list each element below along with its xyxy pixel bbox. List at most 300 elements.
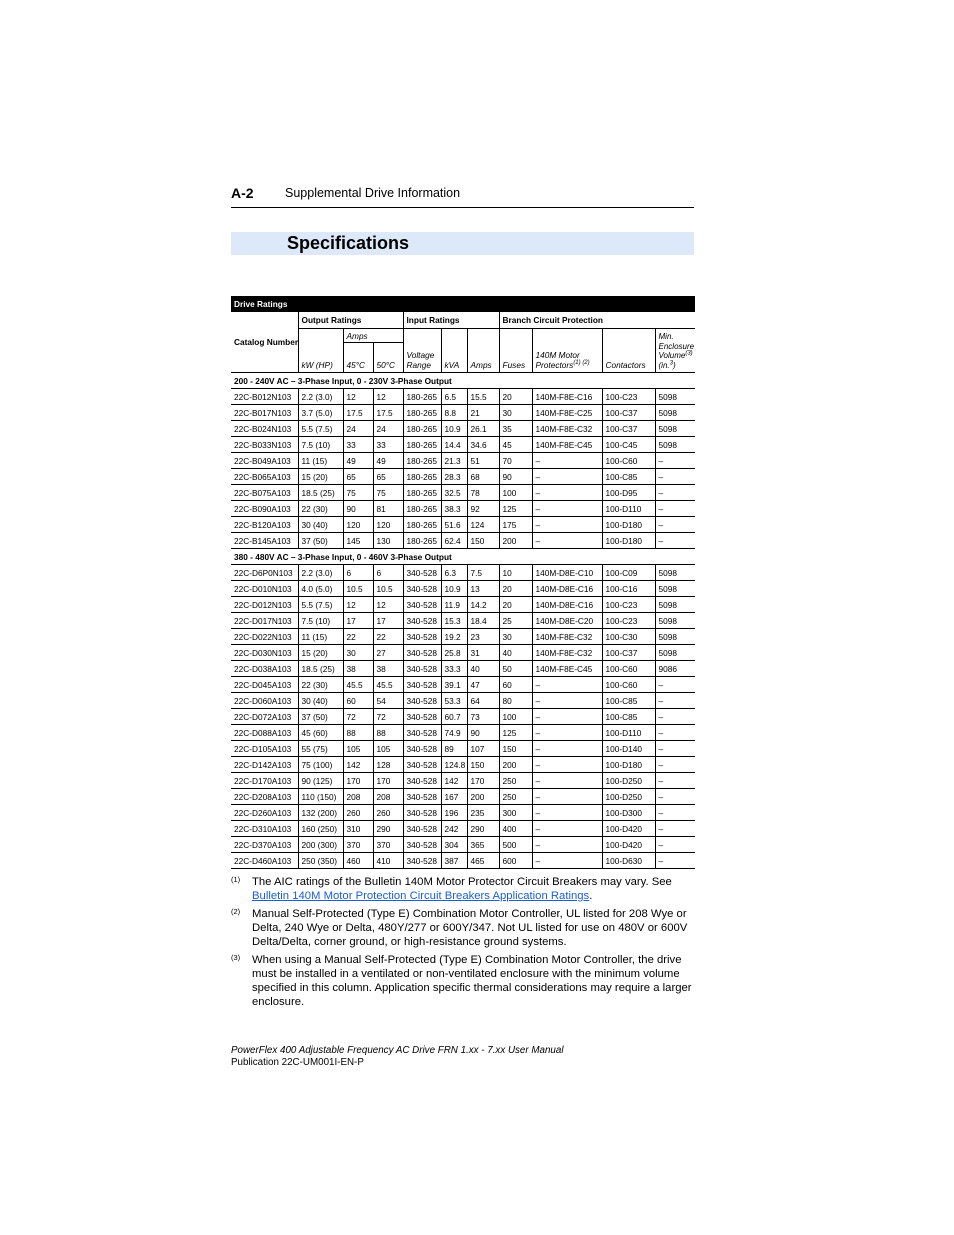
table-cell: 15 (20) bbox=[298, 469, 343, 485]
footer-publication: Publication 22C-UM001I-EN-P bbox=[231, 1057, 364, 1068]
table-row bbox=[231, 773, 695, 789]
table-cell: 140M-F8E-C25 bbox=[532, 405, 602, 421]
table-cell: – bbox=[655, 757, 695, 773]
table-cell: 64 bbox=[467, 693, 499, 709]
table-cell: 22C-B017N103 bbox=[231, 405, 298, 421]
table-cell: – bbox=[532, 789, 602, 805]
page-number: A-2 bbox=[231, 185, 254, 201]
table-cell: 17 bbox=[373, 613, 403, 629]
table-cell: – bbox=[655, 789, 695, 805]
table-cell: 100-C30 bbox=[602, 629, 655, 645]
table-cell: 167 bbox=[441, 789, 467, 805]
table-cell: 150 bbox=[467, 757, 499, 773]
table-cell: 92 bbox=[467, 501, 499, 517]
table-cell: 170 bbox=[467, 773, 499, 789]
table-cell: – bbox=[655, 677, 695, 693]
table-cell: – bbox=[655, 709, 695, 725]
table-cell: – bbox=[532, 533, 602, 549]
footnote-2 bbox=[231, 907, 696, 949]
table-cell: 38.3 bbox=[441, 501, 467, 517]
table-row bbox=[231, 437, 695, 453]
table-cell: 100-C60 bbox=[602, 677, 655, 693]
contactors-header: Contactors bbox=[602, 329, 655, 373]
table-cell: 90 bbox=[343, 501, 373, 517]
section-name: Supplemental Drive Information bbox=[285, 186, 461, 200]
table-cell: 2.2 (3.0) bbox=[298, 565, 343, 581]
table-row bbox=[231, 725, 695, 741]
table-cell: 120 bbox=[343, 517, 373, 533]
table-cell: 78 bbox=[467, 485, 499, 501]
table-cell: – bbox=[532, 725, 602, 741]
table-cell: 17.5 bbox=[343, 405, 373, 421]
table-row bbox=[231, 741, 695, 757]
footnote-mark: (2) bbox=[231, 907, 241, 916]
table-cell: 45.5 bbox=[373, 677, 403, 693]
table-cell: 33.3 bbox=[441, 661, 467, 677]
footnote-mark: (3) bbox=[231, 953, 241, 962]
table-cell: 13 bbox=[467, 581, 499, 597]
table-cell: 340-528 bbox=[403, 741, 441, 757]
table-cell: 19.2 bbox=[441, 629, 467, 645]
table-cell: 45 (60) bbox=[298, 725, 343, 741]
footnote-3 bbox=[231, 953, 696, 1009]
table-cell: 30 (40) bbox=[298, 693, 343, 709]
table-cell: 140M-F8E-C16 bbox=[532, 389, 602, 405]
table-cell: 140M-F8E-C32 bbox=[532, 421, 602, 437]
table-cell: 68 bbox=[467, 469, 499, 485]
table-row bbox=[231, 485, 695, 501]
page-title: Specifications bbox=[287, 233, 410, 253]
table-cell: 100-C85 bbox=[602, 469, 655, 485]
table-cell: 180-265 bbox=[403, 421, 441, 437]
table-cell: 250 bbox=[499, 789, 532, 805]
table-cell: 8.8 bbox=[441, 405, 467, 421]
table-cell: 260 bbox=[373, 805, 403, 821]
table-cell: 35 bbox=[499, 421, 532, 437]
table-cell: 15.5 bbox=[467, 389, 499, 405]
table-cell: 81 bbox=[373, 501, 403, 517]
title-band bbox=[231, 232, 694, 255]
table-cell: 20 bbox=[499, 581, 532, 597]
table-cell: 34.6 bbox=[467, 437, 499, 453]
table-cell: 340-528 bbox=[403, 645, 441, 661]
table-cell: – bbox=[655, 837, 695, 853]
temp-50c-header: 50°C bbox=[373, 343, 403, 373]
table-cell: 340-528 bbox=[403, 789, 441, 805]
table-cell: – bbox=[532, 805, 602, 821]
table-cell: 4.0 (5.0) bbox=[298, 581, 343, 597]
section-title: 380 - 480V AC – 3-Phase Input, 0 - 460V 3-Phase Output bbox=[231, 549, 695, 565]
table-cell: 100-D140 bbox=[602, 741, 655, 757]
table-cell: 26.1 bbox=[467, 421, 499, 437]
table-cell: 37 (50) bbox=[298, 709, 343, 725]
output-ratings-header: Output Ratings bbox=[298, 312, 403, 329]
table-cell: 74.9 bbox=[441, 725, 467, 741]
table-cell: 180-265 bbox=[403, 389, 441, 405]
table-cell: 11 (15) bbox=[298, 629, 343, 645]
input-ratings-header: Input Ratings bbox=[403, 312, 499, 329]
table-cell: 65 bbox=[373, 469, 403, 485]
table-cell: 18.5 (25) bbox=[298, 485, 343, 501]
fuses-header: Fuses bbox=[499, 329, 532, 373]
footer-manual-title: PowerFlex 400 Adjustable Frequency AC Drive FRN 1.xx - 7.xx User Manual bbox=[231, 1045, 564, 1056]
table-cell: 22C-B120A103 bbox=[231, 517, 298, 533]
table-cell: 180-265 bbox=[403, 501, 441, 517]
table-cell: 100-D420 bbox=[602, 837, 655, 853]
table-cell: 75 (100) bbox=[298, 757, 343, 773]
table-cell: 180-265 bbox=[403, 453, 441, 469]
table-cell: 5098 bbox=[655, 645, 695, 661]
table-cell: 10.9 bbox=[441, 421, 467, 437]
footnote-text-end: . bbox=[589, 890, 593, 902]
table-cell: 6.3 bbox=[441, 565, 467, 581]
table-cell: 5098 bbox=[655, 613, 695, 629]
table-row bbox=[231, 597, 695, 613]
table-cell: – bbox=[655, 725, 695, 741]
table-row bbox=[231, 533, 695, 549]
table-cell: – bbox=[655, 741, 695, 757]
table-cell: 128 bbox=[373, 757, 403, 773]
table-cell: 105 bbox=[373, 741, 403, 757]
table-cell: 100-D110 bbox=[602, 725, 655, 741]
table-cell: 51.6 bbox=[441, 517, 467, 533]
table-cell: 14.4 bbox=[441, 437, 467, 453]
table-cell: 21.3 bbox=[441, 453, 467, 469]
table-cell: 22C-D460A103 bbox=[231, 853, 298, 869]
table-row bbox=[231, 821, 695, 837]
table-cell: 130 bbox=[373, 533, 403, 549]
table-cell: 88 bbox=[343, 725, 373, 741]
table-cell: 22C-D310A103 bbox=[231, 821, 298, 837]
drive-ratings-table bbox=[231, 296, 695, 869]
motor-protectors-header: 140M Motor Protectors$^{(1) (2)}$ bbox=[532, 329, 602, 373]
table-cell: 30 bbox=[499, 405, 532, 421]
table-cell: 22C-D088A103 bbox=[231, 725, 298, 741]
table-cell: 200 bbox=[499, 757, 532, 773]
table-cell: 22C-B075A103 bbox=[231, 485, 298, 501]
section-row bbox=[231, 373, 695, 389]
table-cell: 50 bbox=[499, 661, 532, 677]
table-cell: – bbox=[655, 469, 695, 485]
table-cell: 22C-D142A103 bbox=[231, 757, 298, 773]
table-cell: – bbox=[532, 741, 602, 757]
table-row bbox=[231, 501, 695, 517]
table-cell: 100-D110 bbox=[602, 501, 655, 517]
table-cell: 22 bbox=[373, 629, 403, 645]
table-cell: – bbox=[655, 805, 695, 821]
table-cell: 22C-D022N103 bbox=[231, 629, 298, 645]
table-cell: 410 bbox=[373, 853, 403, 869]
table-cell: 100-D300 bbox=[602, 805, 655, 821]
table-cell: 22C-D045A103 bbox=[231, 677, 298, 693]
table-cell: 53.3 bbox=[441, 693, 467, 709]
table-cell: 100-D180 bbox=[602, 533, 655, 549]
table-cell: – bbox=[655, 853, 695, 869]
table-cell: 100-C60 bbox=[602, 453, 655, 469]
table-cell: 22C-D105A103 bbox=[231, 741, 298, 757]
table-cell: – bbox=[655, 533, 695, 549]
table-cell: 39.1 bbox=[441, 677, 467, 693]
table-cell: 25 bbox=[499, 613, 532, 629]
table-cell: 100-C45 bbox=[602, 437, 655, 453]
table-cell: 340-528 bbox=[403, 773, 441, 789]
table-cell: – bbox=[532, 677, 602, 693]
table-cell: 235 bbox=[467, 805, 499, 821]
table-cell: 49 bbox=[343, 453, 373, 469]
table-body bbox=[231, 373, 695, 869]
table-cell: 340-528 bbox=[403, 725, 441, 741]
table-cell: 22C-D072A103 bbox=[231, 709, 298, 725]
table-row bbox=[231, 613, 695, 629]
table-cell: 100-D250 bbox=[602, 789, 655, 805]
table-cell: 200 bbox=[499, 533, 532, 549]
table-cell: – bbox=[532, 853, 602, 869]
table-cell: 30 bbox=[343, 645, 373, 661]
table-cell: 89 bbox=[441, 741, 467, 757]
table-cell: 22C-B049A103 bbox=[231, 453, 298, 469]
table-cell: – bbox=[532, 453, 602, 469]
table-cell: 20 bbox=[499, 597, 532, 613]
table-cell: 49 bbox=[373, 453, 403, 469]
table-cell: 100-C37 bbox=[602, 421, 655, 437]
input-amps-header: Amps bbox=[467, 329, 499, 373]
table-cell: 90 (125) bbox=[298, 773, 343, 789]
table-cell: 200 (300) bbox=[298, 837, 343, 853]
table-cell: 40 bbox=[467, 661, 499, 677]
table-cell: 107 bbox=[467, 741, 499, 757]
table-cell: – bbox=[655, 773, 695, 789]
bulletin-140m-link[interactable]: Bulletin 140M Motor Protection Circuit Breakers Application Ratings bbox=[252, 890, 590, 902]
table-cell: 38 bbox=[373, 661, 403, 677]
page-footer bbox=[231, 1045, 564, 1069]
table-cell: 200 bbox=[467, 789, 499, 805]
footnote-text: The AIC ratings of the Bulletin 140M Motor Protector Circuit Breakers may vary. See bbox=[252, 876, 672, 888]
table-cell: 5098 bbox=[655, 629, 695, 645]
table-cell: 100-C23 bbox=[602, 597, 655, 613]
table-cell: 5098 bbox=[655, 389, 695, 405]
table-cell: 142 bbox=[343, 757, 373, 773]
table-cell: 365 bbox=[467, 837, 499, 853]
table-cell: 5098 bbox=[655, 405, 695, 421]
table-cell: 22C-D017N103 bbox=[231, 613, 298, 629]
table-cell: 75 bbox=[343, 485, 373, 501]
table-cell: 180-265 bbox=[403, 517, 441, 533]
table-cell: 340-528 bbox=[403, 613, 441, 629]
table-cell: 17 bbox=[343, 613, 373, 629]
table-cell: 340-528 bbox=[403, 757, 441, 773]
table-cell: 5098 bbox=[655, 565, 695, 581]
table-cell: 11 (15) bbox=[298, 453, 343, 469]
table-cell: 73 bbox=[467, 709, 499, 725]
table-row bbox=[231, 453, 695, 469]
table-cell: 22C-B033N103 bbox=[231, 437, 298, 453]
table-cell: 5098 bbox=[655, 581, 695, 597]
table-cell: – bbox=[532, 757, 602, 773]
table-cell: 340-528 bbox=[403, 709, 441, 725]
table-cell: 88 bbox=[373, 725, 403, 741]
table-cell: 124.8 bbox=[441, 757, 467, 773]
table-cell: 142 bbox=[441, 773, 467, 789]
table-cell: 22C-D012N103 bbox=[231, 597, 298, 613]
table-cell: 22C-D170A103 bbox=[231, 773, 298, 789]
table-cell: 340-528 bbox=[403, 581, 441, 597]
table-cell: 180-265 bbox=[403, 469, 441, 485]
section-row bbox=[231, 549, 695, 565]
table-cell: 72 bbox=[343, 709, 373, 725]
table-cell: 5.5 (7.5) bbox=[298, 597, 343, 613]
table-cell: 51 bbox=[467, 453, 499, 469]
table-cell: 100-C37 bbox=[602, 645, 655, 661]
table-cell: 30 (40) bbox=[298, 517, 343, 533]
table-cell: 100-C23 bbox=[602, 613, 655, 629]
table-cell: 45.5 bbox=[343, 677, 373, 693]
table-cell: 140M-D8E-C10 bbox=[532, 565, 602, 581]
table-cell: 310 bbox=[343, 821, 373, 837]
table-row bbox=[231, 853, 695, 869]
table-cell: 55 (75) bbox=[298, 741, 343, 757]
table-cell: 150 bbox=[467, 533, 499, 549]
table-cell: 22C-D030N103 bbox=[231, 645, 298, 661]
table-row bbox=[231, 629, 695, 645]
table-row bbox=[231, 581, 695, 597]
table-cell: 400 bbox=[499, 821, 532, 837]
table-cell: 12 bbox=[373, 597, 403, 613]
table-cell: 7.5 (10) bbox=[298, 437, 343, 453]
table-cell: 22C-D260A103 bbox=[231, 805, 298, 821]
footnote-text: When using a Manual Self-Protected (Type E) Combination Motor Controller, the drive must be installed in a ventilated or non-ventilated enclosure with the minimum volume specified in this column. Application specific thermal considerations may require a larger enclosure. bbox=[252, 954, 692, 1008]
table-cell: 22 bbox=[343, 629, 373, 645]
table-cell: 31 bbox=[467, 645, 499, 661]
table-cell: 60 bbox=[343, 693, 373, 709]
table-cell: 80 bbox=[499, 693, 532, 709]
table-cell: 9086 bbox=[655, 661, 695, 677]
table-cell: – bbox=[532, 485, 602, 501]
table-cell: 140M-D8E-C16 bbox=[532, 581, 602, 597]
table-cell: 370 bbox=[343, 837, 373, 853]
table-row bbox=[231, 805, 695, 821]
table-cell: 124 bbox=[467, 517, 499, 533]
table-cell: 180-265 bbox=[403, 485, 441, 501]
table-cell: 18.4 bbox=[467, 613, 499, 629]
table-cell: 6.5 bbox=[441, 389, 467, 405]
table-cell: 140M-F8E-C45 bbox=[532, 437, 602, 453]
table-caption: Drive Ratings bbox=[231, 296, 695, 312]
table-cell: 100-C09 bbox=[602, 565, 655, 581]
table-cell: 100-D180 bbox=[602, 757, 655, 773]
table-cell: 22C-B090A103 bbox=[231, 501, 298, 517]
table-cell: 40 bbox=[499, 645, 532, 661]
table-cell: 12 bbox=[373, 389, 403, 405]
table-cell: 180-265 bbox=[403, 437, 441, 453]
table-cell: 100-C85 bbox=[602, 693, 655, 709]
table-cell: 2.2 (3.0) bbox=[298, 389, 343, 405]
table-cell: 25.8 bbox=[441, 645, 467, 661]
table-cell: 22C-D208A103 bbox=[231, 789, 298, 805]
footnote-1 bbox=[231, 875, 696, 903]
table-cell: 10.9 bbox=[441, 581, 467, 597]
table-cell: 340-528 bbox=[403, 821, 441, 837]
table-cell: 300 bbox=[499, 805, 532, 821]
table-row bbox=[231, 469, 695, 485]
table-cell: 70 bbox=[499, 453, 532, 469]
table-cell: 465 bbox=[467, 853, 499, 869]
table-cell: 22C-B012N103 bbox=[231, 389, 298, 405]
table-cell: 15 (20) bbox=[298, 645, 343, 661]
table-cell: 20 bbox=[499, 389, 532, 405]
table-cell: – bbox=[655, 517, 695, 533]
temp-45c-header: 45°C bbox=[343, 343, 373, 373]
table-cell: 23 bbox=[467, 629, 499, 645]
table-cell: 132 (200) bbox=[298, 805, 343, 821]
enclosure-volume-header: Min. Enclosure Volume$^{(3)}$ (in.$^3$) bbox=[655, 329, 695, 373]
table-cell: 38 bbox=[343, 661, 373, 677]
table-cell: 22 (30) bbox=[298, 677, 343, 693]
table-cell: 370 bbox=[373, 837, 403, 853]
footnotes bbox=[231, 875, 696, 1013]
table-cell: 304 bbox=[441, 837, 467, 853]
table-cell: 460 bbox=[343, 853, 373, 869]
table-cell: 90 bbox=[467, 725, 499, 741]
table-row bbox=[231, 405, 695, 421]
table-cell: 75 bbox=[373, 485, 403, 501]
table-cell: 22C-B065A103 bbox=[231, 469, 298, 485]
table-cell: 100 bbox=[499, 485, 532, 501]
table-cell: – bbox=[532, 821, 602, 837]
table-cell: 90 bbox=[499, 469, 532, 485]
table-cell: 180-265 bbox=[403, 533, 441, 549]
kw-hp-header: kW (HP) bbox=[298, 329, 343, 373]
table-cell: 24 bbox=[373, 421, 403, 437]
table-row bbox=[231, 421, 695, 437]
table-cell: 196 bbox=[441, 805, 467, 821]
table-cell: 250 (350) bbox=[298, 853, 343, 869]
table-cell: 15.3 bbox=[441, 613, 467, 629]
table-cell: 100-C60 bbox=[602, 661, 655, 677]
table-cell: 242 bbox=[441, 821, 467, 837]
table-cell: 6 bbox=[343, 565, 373, 581]
table-cell: 60 bbox=[499, 677, 532, 693]
table-cell: 145 bbox=[343, 533, 373, 549]
table-cell: 27 bbox=[373, 645, 403, 661]
table-cell: – bbox=[655, 501, 695, 517]
table-cell: 100-D420 bbox=[602, 821, 655, 837]
table-cell: 340-528 bbox=[403, 837, 441, 853]
table-row bbox=[231, 565, 695, 581]
table-cell: 5098 bbox=[655, 421, 695, 437]
section-title: 200 - 240V AC – 3-Phase Input, 0 - 230V 3-Phase Output bbox=[231, 373, 695, 389]
table-row bbox=[231, 677, 695, 693]
page-header bbox=[231, 185, 694, 208]
table-cell: 175 bbox=[499, 517, 532, 533]
table-row bbox=[231, 757, 695, 773]
table-cell: 340-528 bbox=[403, 565, 441, 581]
table-cell: 100-D180 bbox=[602, 517, 655, 533]
table-cell: 170 bbox=[373, 773, 403, 789]
table-cell: 22C-D060A103 bbox=[231, 693, 298, 709]
table-cell: 170 bbox=[343, 773, 373, 789]
table-cell: 37 (50) bbox=[298, 533, 343, 549]
table-cell: 100 bbox=[499, 709, 532, 725]
table-cell: – bbox=[532, 837, 602, 853]
table-cell: 10.5 bbox=[373, 581, 403, 597]
table-cell: 18.5 (25) bbox=[298, 661, 343, 677]
table-cell: 100-C23 bbox=[602, 389, 655, 405]
table-cell: 32.5 bbox=[441, 485, 467, 501]
table-cell: – bbox=[532, 709, 602, 725]
table-cell: 5098 bbox=[655, 437, 695, 453]
table-row bbox=[231, 789, 695, 805]
table-cell: 22C-B024N103 bbox=[231, 421, 298, 437]
